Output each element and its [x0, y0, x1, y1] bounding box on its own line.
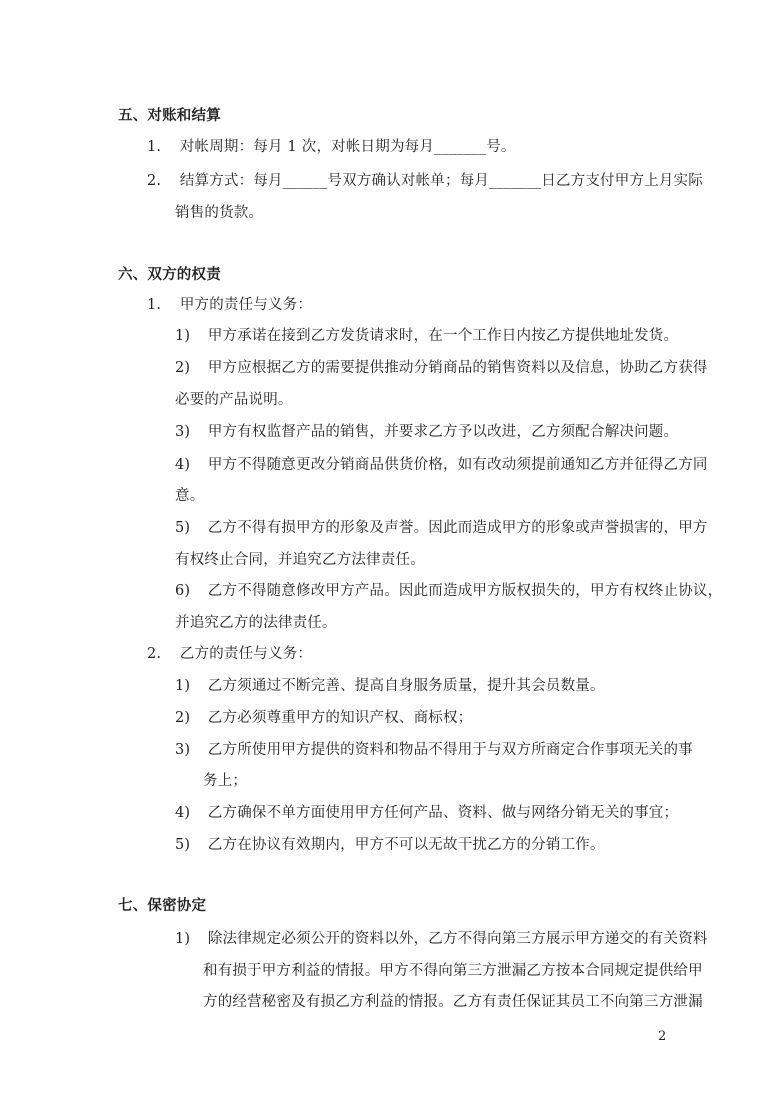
section-heading-5: 五、对账和结算: [118, 108, 221, 124]
list-text-continuation: 并追究乙方的法律责任。: [175, 615, 337, 631]
sub-list-item: [175, 358, 708, 378]
list-number: 1): [175, 931, 191, 947]
section-heading-7: 七、保密协定: [118, 898, 207, 914]
list-number: 3): [175, 424, 191, 440]
list-text: 甲方应根据乙方的需要提供推动分销商品的销售资料以及信息，协助乙方获得: [207, 360, 708, 376]
sub-list-item: [175, 455, 708, 475]
page-number: 2: [658, 1029, 667, 1044]
list-text: 乙方须通过不断完善、提高自身服务质量，提升其会员数量。: [207, 678, 605, 694]
list-text-continuation: 方的经营秘密及有损乙方利益的情报。乙方有责任保证其员工不向第三方泄漏: [203, 994, 703, 1010]
list-text: 对帐周期：每月 1 次，对帐日期为每月_______号。: [179, 139, 516, 155]
list-number: 1.: [147, 139, 162, 155]
list-item: [147, 644, 312, 664]
sub-list-item: [175, 803, 678, 823]
list-number: 1): [175, 678, 191, 694]
list-text: 乙方不得随意修改甲方产品。因此而造成甲方版权损失的，甲方有权终止协议，: [207, 583, 723, 599]
list-text: 乙方在协议有效期内，甲方不可以无故干扰乙方的分销工作。: [207, 837, 605, 853]
list-number: 3): [175, 742, 191, 758]
list-text-continuation: 意。: [175, 488, 205, 504]
sub-list-item: [175, 835, 605, 855]
sub-list-item: [175, 929, 708, 949]
list-number: 1): [175, 328, 191, 344]
sub-list-item: [175, 422, 678, 442]
list-number: 4): [175, 805, 191, 821]
list-text-continuation: 必要的产品说明。: [175, 392, 293, 408]
list-number: 2): [175, 360, 191, 376]
list-text: 除法律规定必须公开的资料以外，乙方不得向第三方展示甲方递交的有关资料: [207, 931, 708, 947]
list-text: 结算方式：每月______号双方确认对帐单；每月_______日乙方支付甲方上月实际: [179, 173, 703, 189]
list-text: 乙方必须尊重甲方的知识产权、商标权；: [207, 710, 473, 726]
sub-list-item: [175, 740, 693, 760]
list-text-continuation: 销售的货款。: [175, 205, 264, 221]
list-text-continuation: 有权终止合同，并追究乙方法律责任。: [175, 552, 425, 568]
list-number: 2): [175, 710, 191, 726]
list-text: 乙方确保不单方面使用甲方任何产品、资料、做与网络分销无关的事宜；: [207, 805, 679, 821]
subsection-title: 乙方的责任与义务：: [179, 646, 313, 662]
sub-list-item: [175, 676, 605, 696]
list-number: 5): [175, 520, 191, 536]
list-number: 4): [175, 457, 191, 473]
list-text: 乙方所使用甲方提供的资料和物品不得用于与双方所商定合作事项无关的事: [207, 742, 693, 758]
sub-list-item: [175, 708, 472, 728]
list-number: 5): [175, 837, 191, 853]
section-heading-6: 六、双方的权责: [118, 267, 221, 283]
sub-list-item: [175, 326, 678, 346]
list-text: 甲方有权监督产品的销售，并要求乙方予以改进，乙方须配合解决问题。: [207, 424, 679, 440]
list-text: 甲方不得随意更改分销商品供货价格，如有改动须提前通知乙方并征得乙方同: [207, 457, 708, 473]
list-number: 6): [175, 583, 191, 599]
list-number: 1.: [147, 297, 162, 313]
list-item: [147, 171, 703, 191]
list-item: [147, 295, 312, 315]
list-text-continuation: 和有损于甲方利益的情报。甲方不得向第三方泄漏乙方按本合同规定提供给甲: [203, 963, 703, 979]
list-text: 乙方不得有损甲方的形象及声誉。因此而造成甲方的形象或声誉损害的，甲方: [207, 520, 708, 536]
list-number: 2.: [147, 173, 162, 189]
list-text-continuation: 务上；: [203, 773, 248, 789]
sub-list-item: [175, 581, 722, 601]
list-item: [147, 137, 516, 157]
list-number: 2.: [147, 646, 162, 662]
sub-list-item: [175, 518, 708, 538]
subsection-title: 甲方的责任与义务：: [179, 297, 313, 313]
list-text: 甲方承诺在接到乙方发货请求时，在一个工作日内按乙方提供地址发货。: [207, 328, 679, 344]
